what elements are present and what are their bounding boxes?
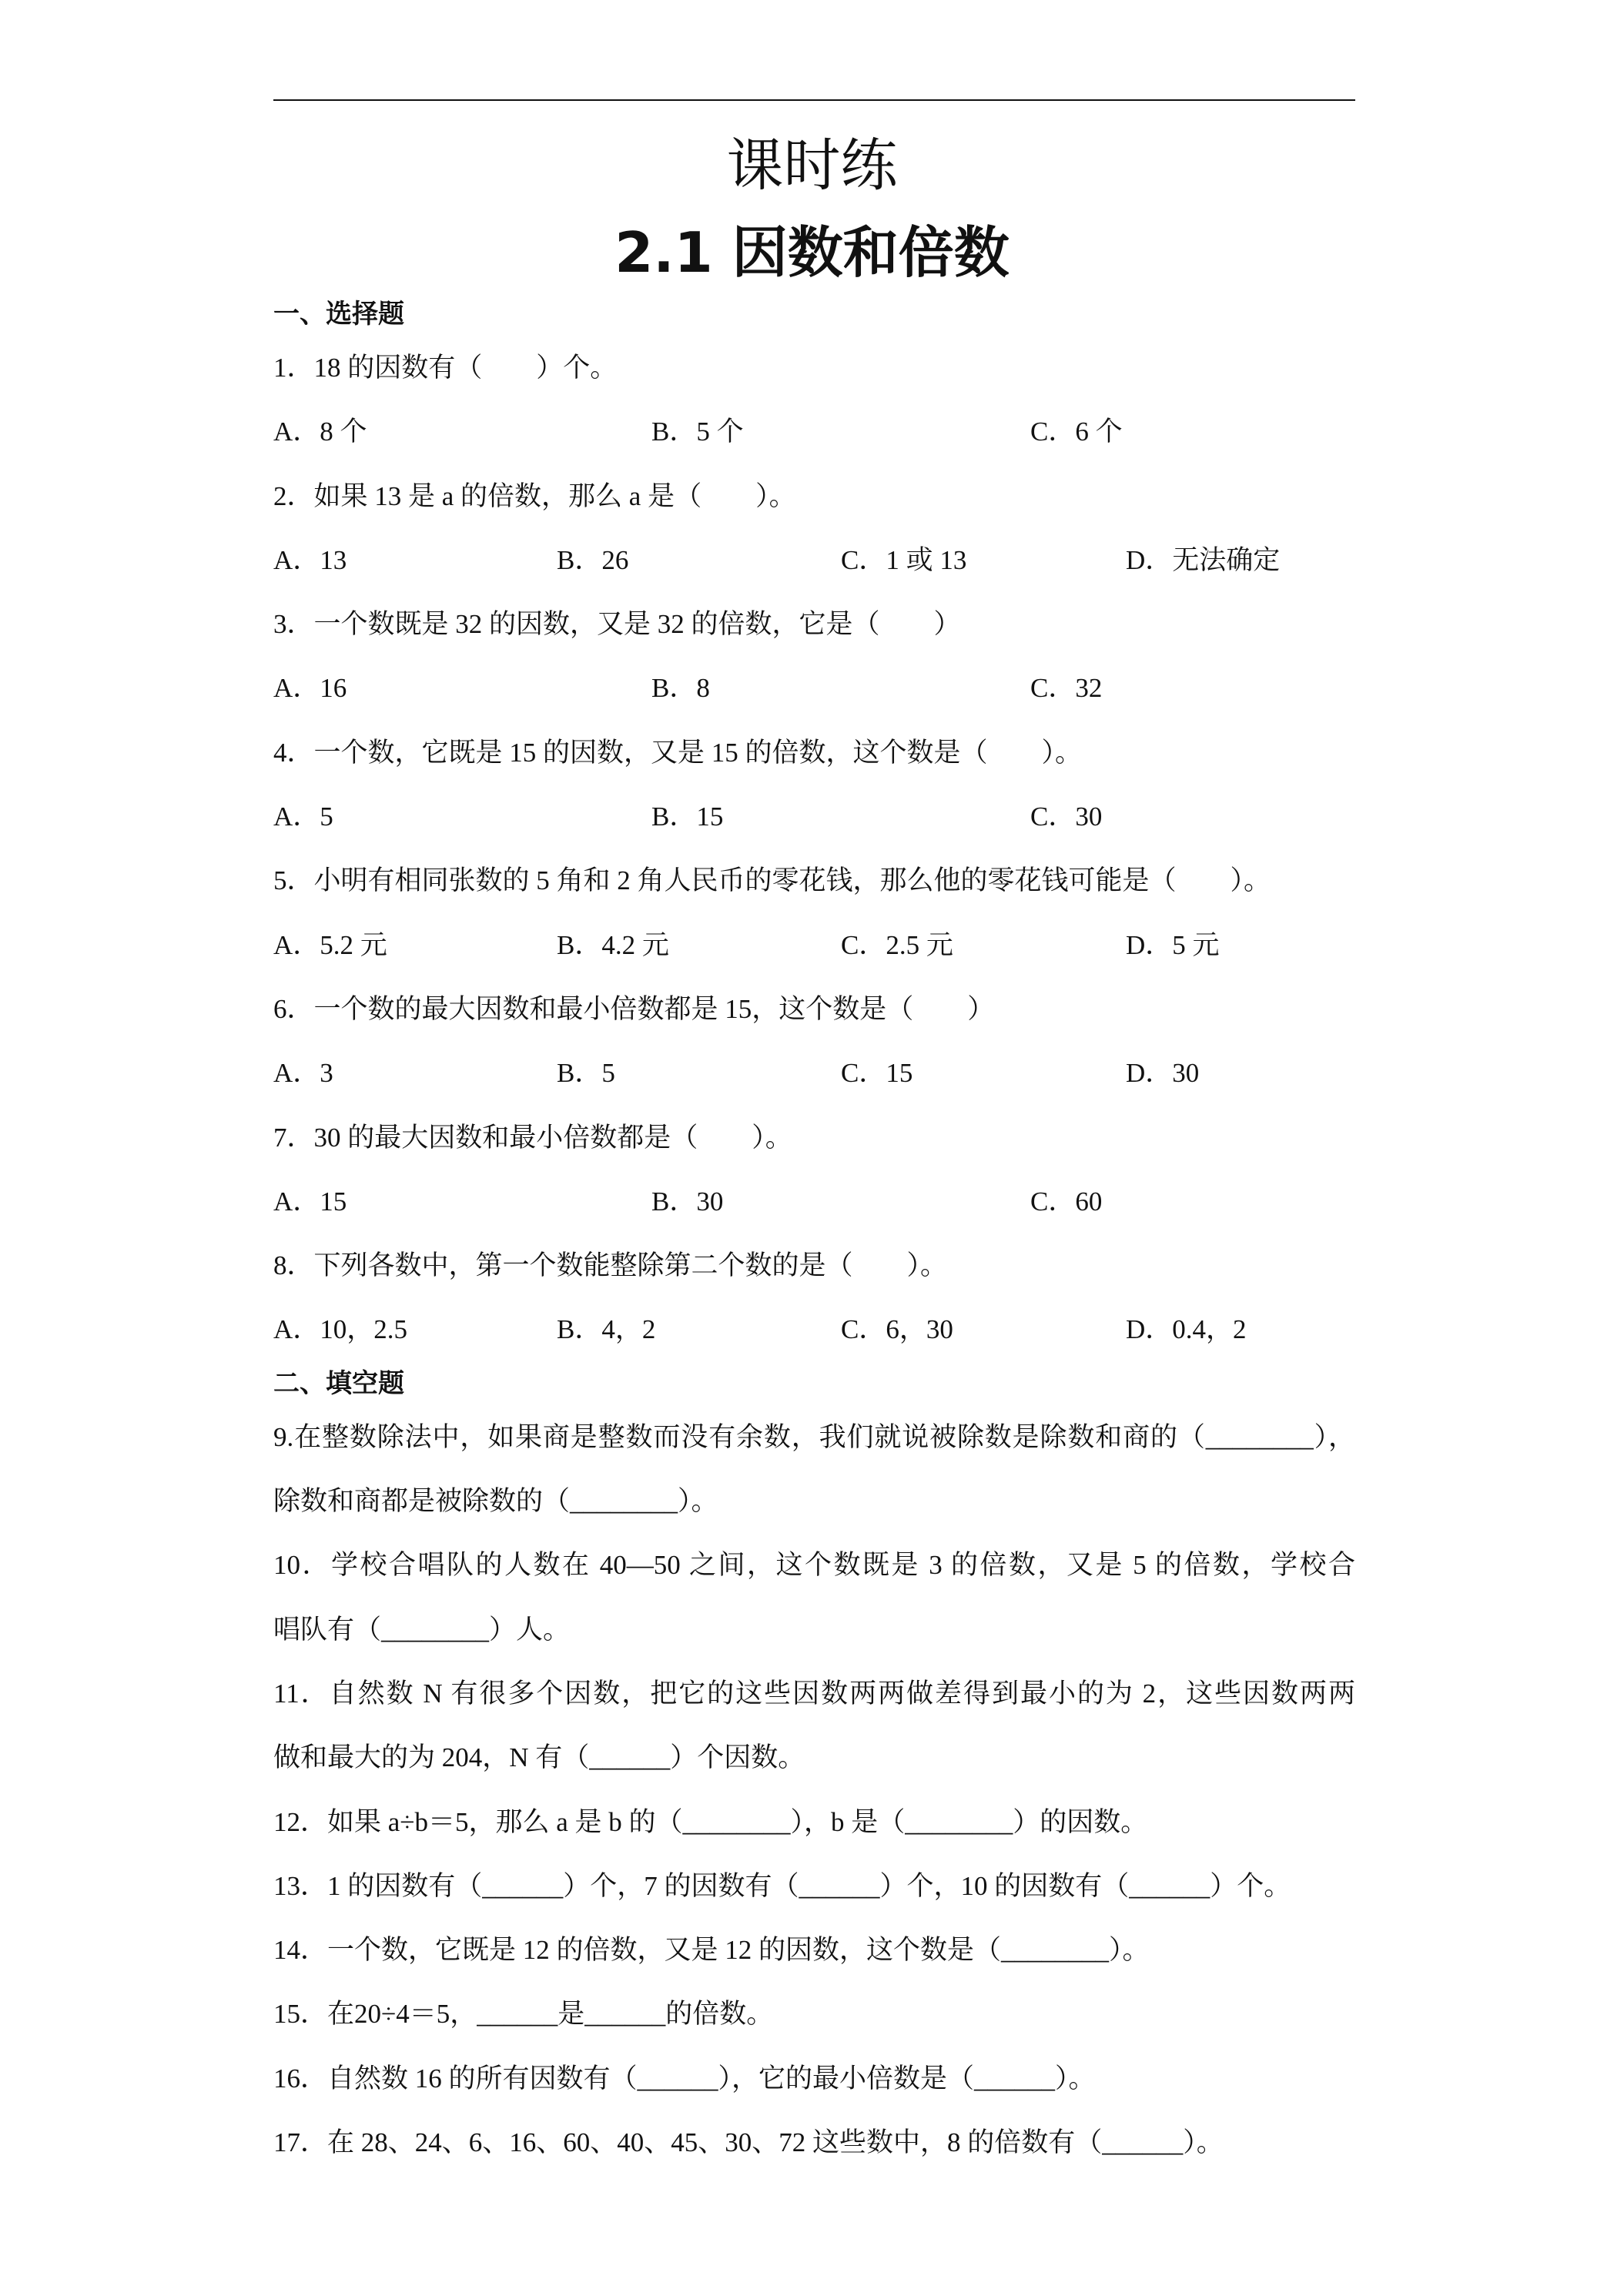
options-5: [273, 913, 1355, 977]
question-8: [273, 1233, 1355, 1297]
option-c: C．2.5 元: [841, 929, 953, 960]
question-3: [273, 592, 1355, 656]
question-number: 7．: [273, 1122, 314, 1153]
option-c: C．60: [1030, 1186, 1103, 1217]
question-text: 1 的因数有（______）个，7 的因数有（______）个，10 的因数有（______）个。: [327, 1870, 1291, 1901]
question-11: [273, 1662, 1355, 1725]
question-number: 16．: [273, 2063, 328, 2094]
question-17: [273, 2110, 1355, 2174]
option-a: A．5.2 元: [273, 929, 387, 960]
option-a: A．8 个: [273, 417, 367, 447]
option-b: B．4.2 元: [557, 929, 669, 960]
question-9: [273, 1405, 1355, 1469]
question-number: 4．: [273, 737, 314, 768]
question-10: [273, 1533, 1355, 1597]
question-number: 15．: [273, 1999, 328, 2030]
option-c: C．15: [841, 1058, 913, 1089]
question-15: [273, 1982, 1355, 2046]
header-rule: [273, 99, 1355, 101]
question-text: 30 的最大因数和最小倍数都是（ ）。: [313, 1122, 792, 1153]
question-number: 10．: [273, 1550, 331, 1581]
question-text: 如果 a÷b＝5，那么 a 是 b 的（________），b 是（________）的因数。: [327, 1806, 1148, 1837]
question-number: 2．: [273, 480, 314, 511]
question-number: 14．: [273, 1935, 328, 1966]
section-heading-fill: 二、填空题: [273, 1367, 404, 1399]
question-7: [273, 1106, 1355, 1170]
option-b: B．26: [557, 544, 629, 575]
question-text-line-2: 除数和商都是被除数的（________）。: [273, 1486, 718, 1517]
options-6: [273, 1041, 1355, 1105]
question-text: 一个数的最大因数和最小倍数都是 15，这个数是（ ）: [313, 993, 995, 1024]
option-c: C．30: [1030, 802, 1103, 832]
question-16: [273, 2047, 1355, 2110]
option-c: C．32: [1030, 673, 1103, 704]
question-12: [273, 1790, 1355, 1854]
question-number: 8．: [273, 1250, 314, 1281]
question-1: [273, 336, 1355, 400]
question-text: 在20÷4＝5，______是______的倍数。: [327, 1999, 774, 2030]
option-d: D．30: [1126, 1058, 1200, 1089]
question-text: 如果 13 是 a 的倍数，那么 a 是（ ）。: [313, 480, 796, 511]
option-d: D．5 元: [1126, 929, 1220, 960]
question-text-line-1: 在整数除法中，如果商是整数而没有余数，我们就说被除数是除数和商的（________），: [293, 1421, 1355, 1452]
option-b: B．5: [557, 1058, 615, 1089]
question-number: 13．: [273, 1870, 328, 1901]
question-number: 1．: [273, 353, 314, 383]
question-number: 12．: [273, 1806, 328, 1837]
question-number: 6．: [273, 993, 314, 1024]
option-b: B．5 个: [651, 417, 744, 447]
question-text: 小明有相同张数的 5 角和 2 角人民币的零花钱，那么他的零花钱可能是（ ）。: [313, 865, 1271, 896]
question-text-line-1: 自然数 N 有很多个因数，把它的这些因数两两做差得到最小的为 2，这些因数两两: [329, 1678, 1356, 1709]
option-a: A．10，2.5: [273, 1314, 408, 1345]
option-a: A．13: [273, 544, 347, 575]
question-text: 18 的因数有（ ）个。: [313, 353, 618, 383]
option-a: A．5: [273, 802, 333, 832]
question-text-line-2: 做和最大的为 204，N 有（______）个因数。: [273, 1742, 805, 1773]
question-number: 17．: [273, 2127, 328, 2158]
page-title: 课时练: [726, 132, 898, 199]
option-c: C．1 或 13: [841, 544, 967, 575]
question-number: 5．: [273, 865, 314, 896]
question-4: [273, 721, 1355, 785]
question-2: [273, 464, 1355, 528]
question-text: 一个数既是 32 的因数，又是 32 的倍数，它是（ ）: [313, 609, 961, 640]
question-number: 9.: [273, 1421, 294, 1452]
options-7: [273, 1170, 1355, 1233]
option-a: A．3: [273, 1058, 333, 1089]
options-1: [273, 400, 1355, 464]
option-c: C．6 个: [1030, 417, 1123, 447]
question-9-continued: [273, 1469, 1355, 1533]
question-number: 3．: [273, 609, 314, 640]
question-14: [273, 1918, 1355, 1982]
question-6: [273, 977, 1355, 1041]
question-5: [273, 848, 1355, 912]
question-text-line-1: 学校合唱队的人数在 40—50 之间，这个数既是 3 的倍数，又是 5 的倍数，学校合: [331, 1550, 1355, 1581]
question-number: 11．: [273, 1678, 330, 1709]
question-text: 一个数，它既是 12 的倍数，又是 12 的因数，这个数是（________）。: [327, 1935, 1150, 1966]
options-3: [273, 656, 1355, 720]
question-13: [273, 1854, 1355, 1918]
option-d: D．无法确定: [1126, 544, 1281, 575]
option-a: A．16: [273, 673, 347, 704]
question-text: 一个数，它既是 15 的因数，又是 15 的倍数，这个数是（ ）。: [313, 737, 1083, 768]
option-a: A．15: [273, 1186, 347, 1217]
options-4: [273, 785, 1355, 848]
question-text: 在 28、24、6、16、60、40、45、30、72 这些数中，8 的倍数有（______）。: [327, 2127, 1224, 2158]
option-b: B．4，2: [557, 1314, 656, 1345]
option-b: B．8: [651, 673, 710, 704]
option-c: C．6，30: [841, 1314, 953, 1345]
question-text: 下列各数中，第一个数能整除第二个数的是（ ）。: [313, 1250, 948, 1281]
question-text-line-2: 唱队有（________）人。: [273, 1614, 571, 1645]
option-b: B．30: [651, 1186, 724, 1217]
question-11-continued: [273, 1725, 1355, 1789]
options-2: [273, 528, 1355, 592]
worksheet-content: [273, 293, 1355, 2174]
option-b: B．15: [651, 802, 724, 832]
question-10-continued: [273, 1598, 1355, 1662]
section-heading-choice: 一、选择题: [273, 299, 404, 330]
option-d: D．0.4，2: [1126, 1314, 1247, 1345]
lesson-title: 2.1 因数和倍数: [614, 220, 1010, 285]
options-8: [273, 1297, 1355, 1361]
question-text: 自然数 16 的所有因数有（______），它的最小倍数是（______）。: [327, 2063, 1096, 2094]
